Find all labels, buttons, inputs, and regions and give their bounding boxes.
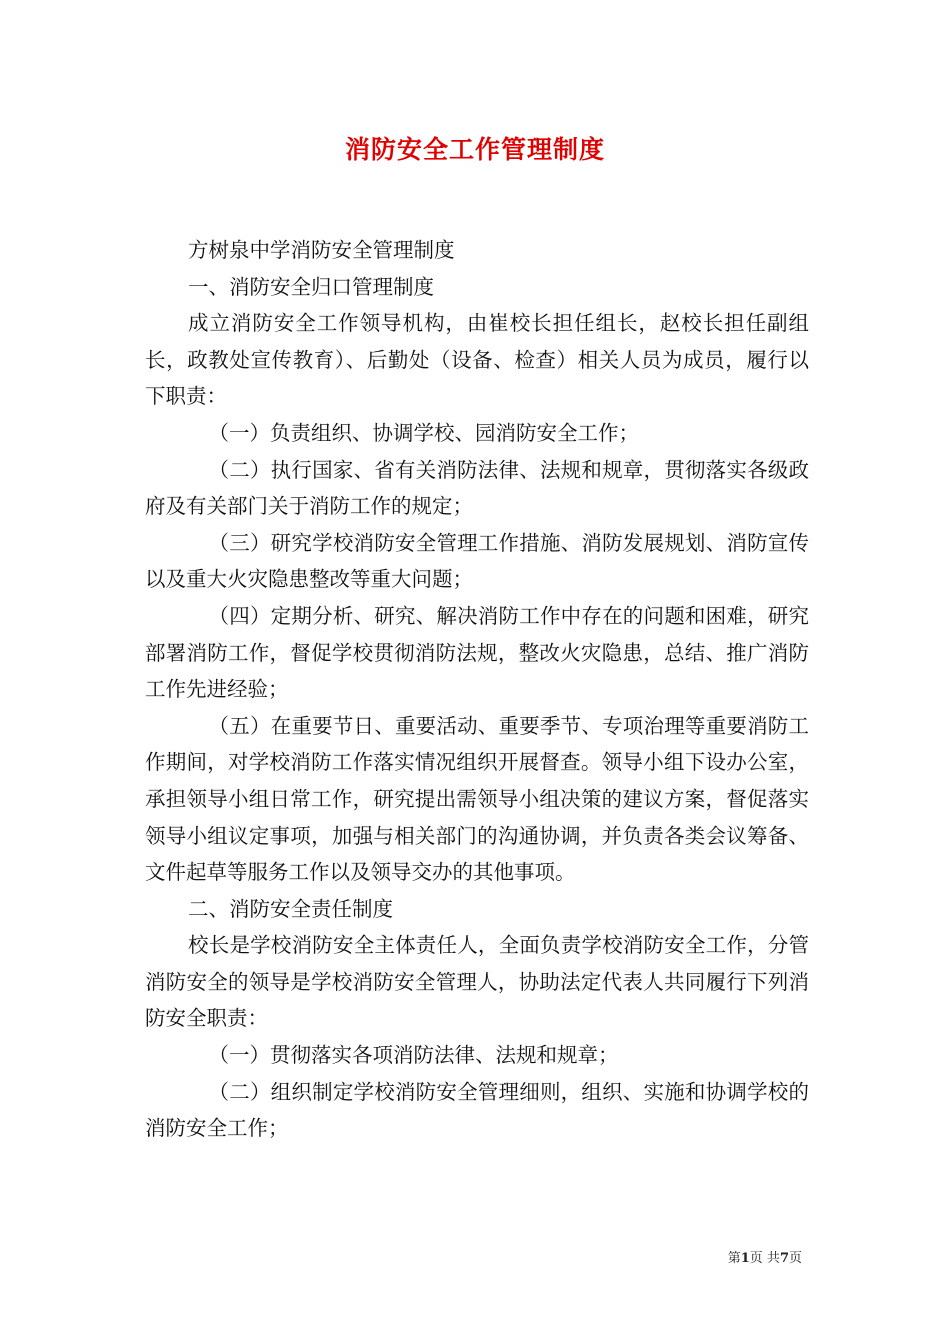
list-item: （二）组织制定学校消防安全管理细则，组织、实施和协调学校的消防安全工作； <box>145 1079 809 1141</box>
list-item: （一）负责组织、协调学校、园消防安全工作； <box>208 420 640 445</box>
paragraph: 成立消防安全工作领导机构，由崔校长担任组长，赵校长担任副组长，政教处宣传教育）、后勤处（设备、检查）相关人员为成员，履行以下职责： <box>145 311 809 409</box>
total-pages-number: 7 <box>779 1251 789 1266</box>
list-item: （二）执行国家、省有关消防法律、法规和规章，贯彻落实各级政府及有关部门关于消防工作的规定； <box>145 457 809 519</box>
list-item: （三）研究学校消防安全管理工作措施、消防发展规划、消防宣传以及重大火灾隐患整改等重大问题； <box>145 530 809 592</box>
current-page-number: 1 <box>740 1251 750 1266</box>
footer-prefix: 第 <box>727 1251 741 1266</box>
list-item: （一）贯彻落实各项消防法律、法规和规章； <box>208 1043 619 1068</box>
document-title: 消防安全工作管理制度 <box>344 135 605 164</box>
footer-middle: 页 共 <box>749 1251 780 1266</box>
paragraph: 方树泉中学消防安全管理制度 <box>188 238 455 262</box>
document-body <box>145 232 809 1147</box>
page-number-footer <box>728 1247 802 1266</box>
list-item: （四）定期分析、研究、解决消防工作中存在的问题和困难，研究部署消防工作，督促学校贯彻消防法规，整改火灾隐患，总结、推广消防工作先进经验； <box>145 603 809 702</box>
footer-suffix: 页 <box>788 1251 802 1266</box>
section-heading: 一、消防安全归口管理制度 <box>188 274 435 299</box>
section-heading: 二、消防安全责任制度 <box>188 896 394 921</box>
paragraph: 校长是学校消防安全主体责任人，全面负责学校消防安全工作，分管消防安全的领导是学校消防安全管理人，协助法定代表人共同履行下列消防安全职责： <box>145 933 809 1031</box>
list-item: （五）在重要节日、重要活动、重要季节、专项治理等重要消防工作期间，对学校消防工作落实情况组织开展督查。领导小组下设办公室，承担领导小组日常工作，研究提出需领导小组决策的建议方案，督促落实领导小组议定事项，加强与相关部门的沟通协调，并负责各类会议筹备、文件起草等服务工作以及领导交办的其他事项。 <box>145 713 809 885</box>
